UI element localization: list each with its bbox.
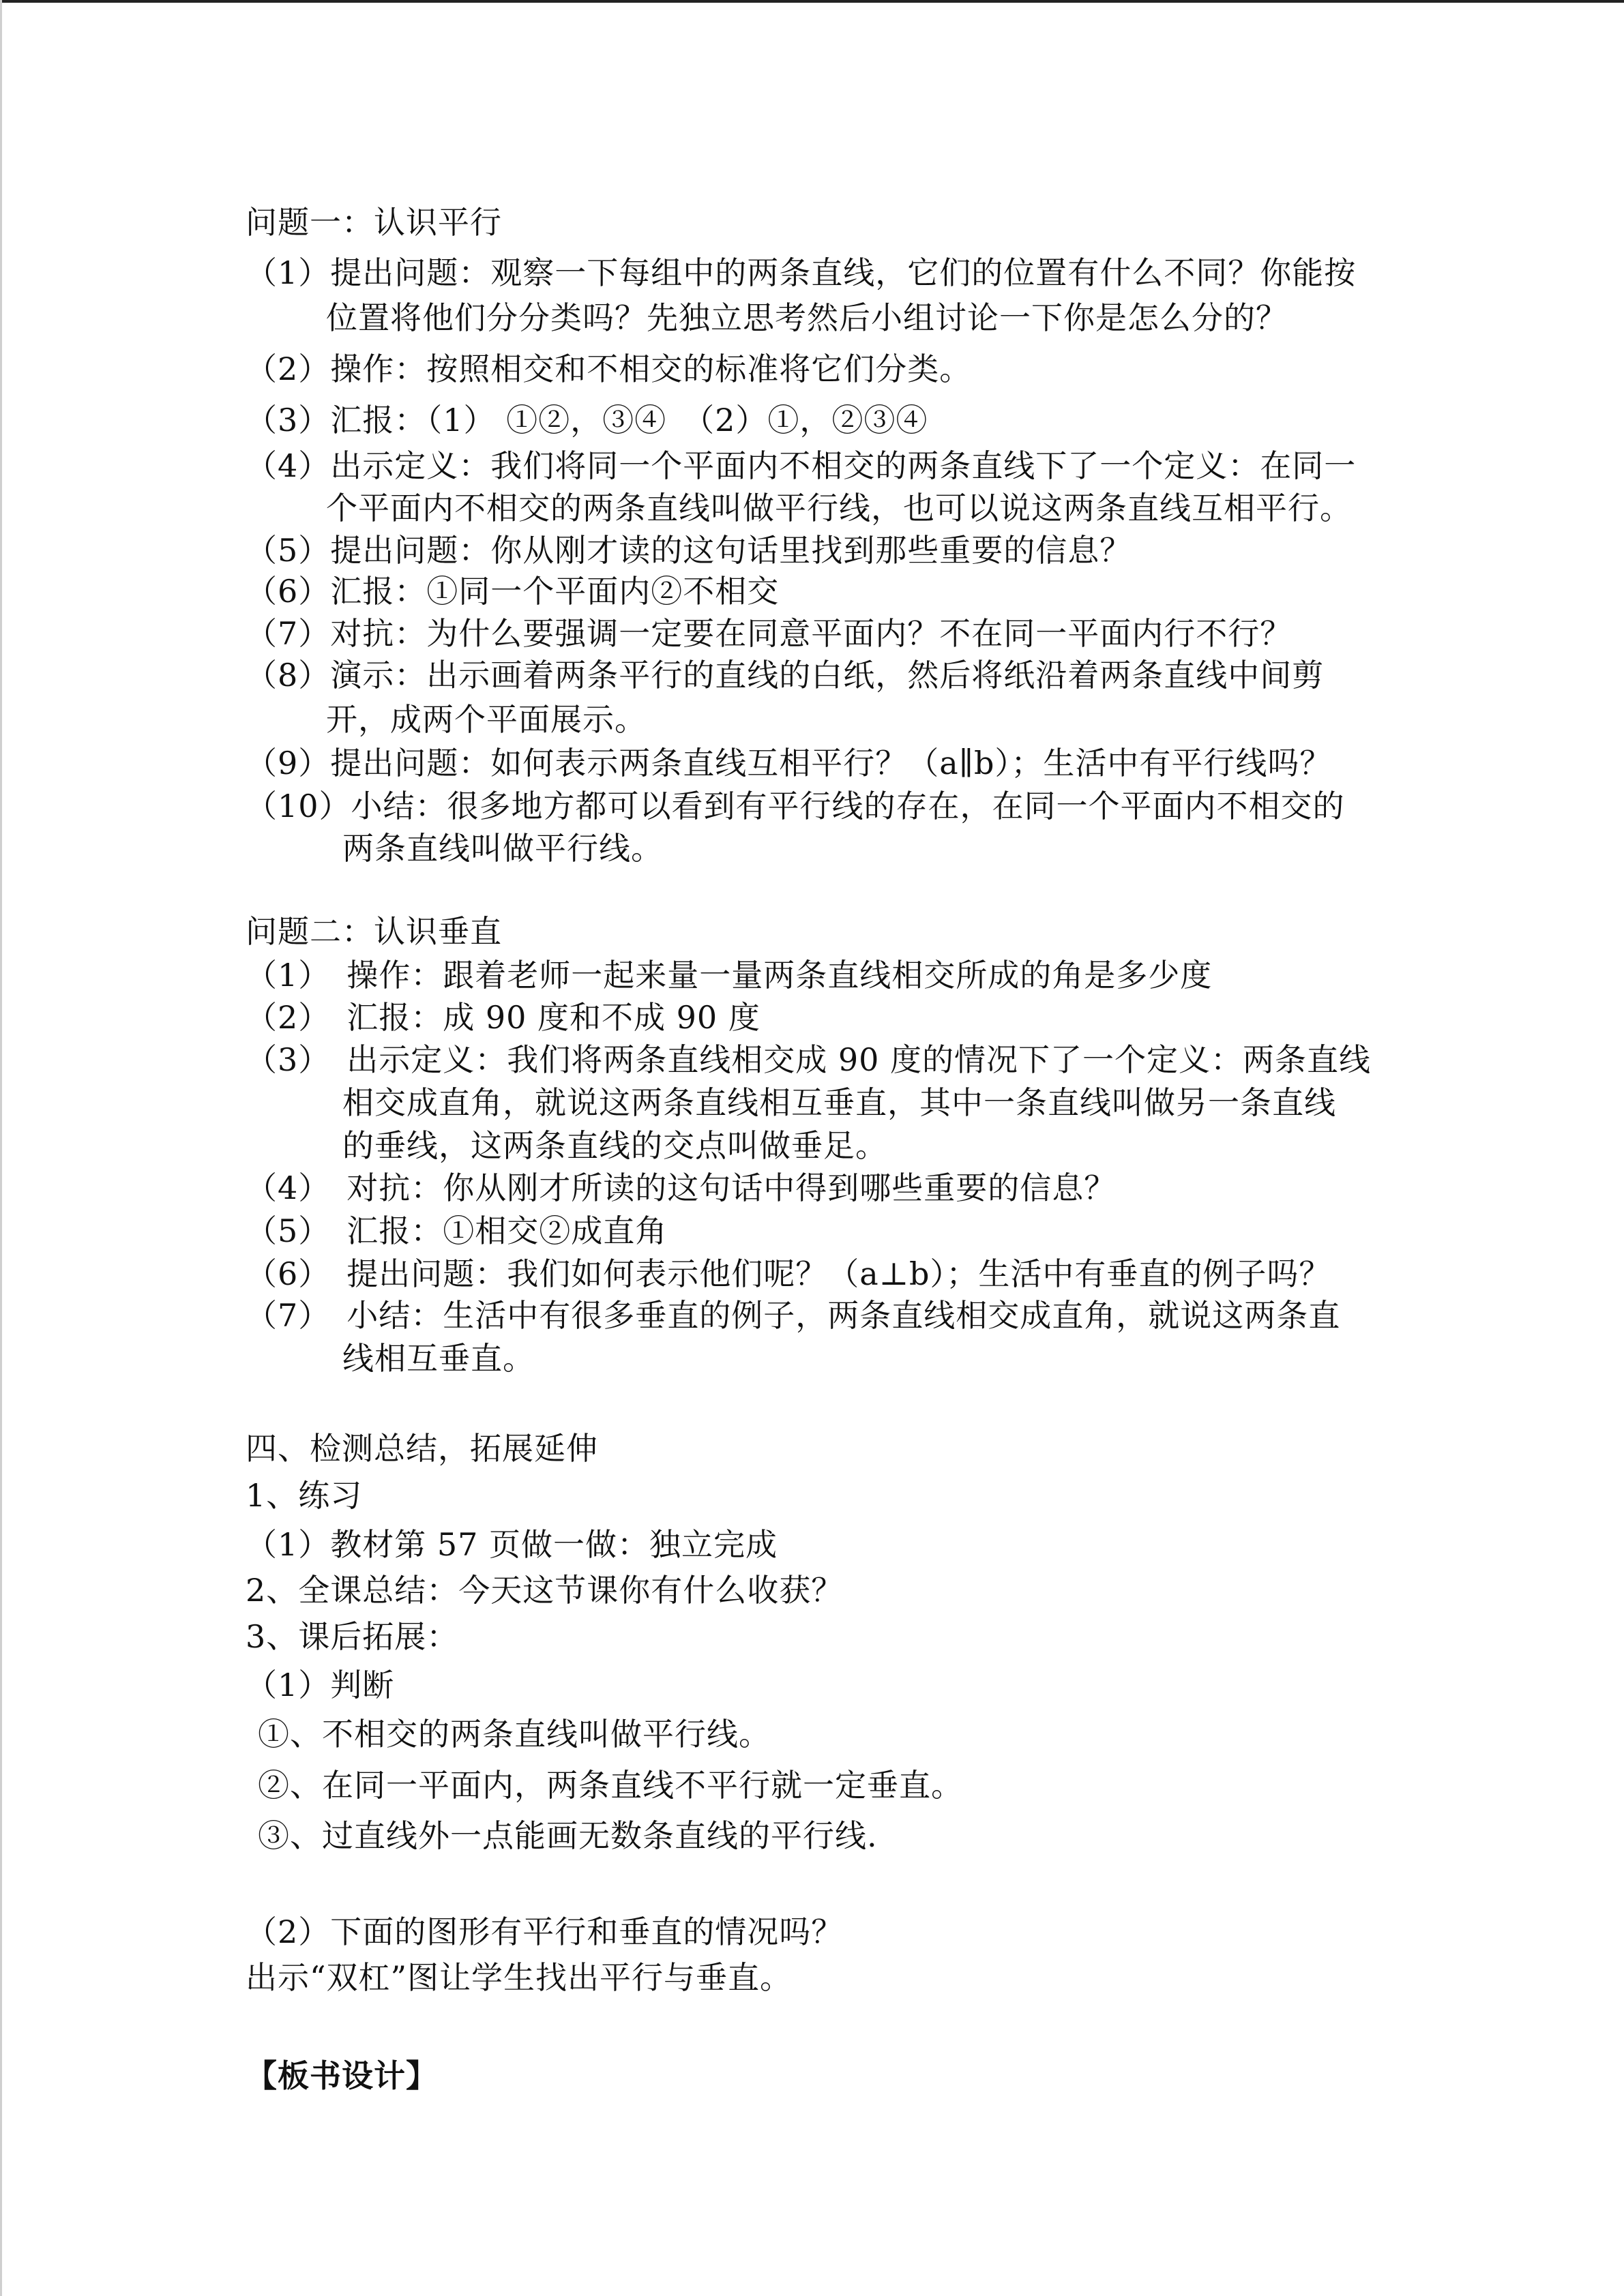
section3-item-1: 1、练习 [246,1477,363,1514]
section2-item-3-cont-1: 相交成直角，就说这两条直线相互垂直，其中一条直线叫做另一条直线 [342,1084,1336,1121]
section2-item-7-cont: 线相互垂直。 [342,1340,535,1377]
section1-item-8: （8）演示：出示画着两条平行的直线的白纸，然后将纸沿着两条直线中间剪 [246,657,1325,694]
section2-item-1: （1） 操作：跟着老师一起来量一量两条直线相交所成的角是多少度 [246,957,1213,994]
section3-item-7: ②、在同一平面内，两条直线不平行就一定垂直。 [258,1767,963,1804]
page-top-border [0,0,1624,3]
section1-item-10-cont: 两条直线叫做平行线。 [342,830,663,867]
section1-item-3: （3）汇报：（1） ①②，③④ （2）①，②③④ [246,402,928,438]
section1-title: 问题一：认识平行 [246,204,502,241]
section1-item-4-cont: 个平面内不相交的两条直线叫做平行线，也可以说这两条直线互相平行。 [326,490,1352,526]
section1-item-10: （10）小结：很多地方都可以看到有平行线的存在，在同一个平面内不相交的 [246,788,1345,824]
section2-title: 问题二：认识垂直 [246,913,502,950]
section2-item-4: （4） 对抗：你从刚才所读的这句话中得到哪些重要的信息？ [246,1169,1117,1206]
section3-title: 四、检测总结，拓展延伸 [246,1430,598,1467]
section2-item-6: （6） 提出问题：我们如何表示他们呢？（a⊥b）；生活中有垂直的例子吗？ [246,1255,1331,1292]
section1-item-8-cont: 开，成两个平面展示。 [326,701,647,738]
section4-item-1: （2）下面的图形有平行和垂直的情况吗？ [246,1913,844,1950]
section3-item-4: 3、课后拓展： [246,1618,459,1655]
section4-item-2: 出示“双杠”图让学生找出平行与垂直。 [246,1959,793,1996]
section2-item-5: （5） 汇报：①相交②成直角 [246,1212,668,1249]
page-left-border [0,0,2,2296]
section1-item-4: （4）出示定义：我们将同一个平面内不相交的两条直线下了一个定义：在同一 [246,447,1357,484]
section2-item-2: （2） 汇报：成 90 度和不成 90 度 [246,999,761,1036]
section2-item-3: （3） 出示定义：我们将两条直线相交成 90 度的情况下了一个定义：两条直线 [246,1041,1372,1078]
section3-item-6: ①、不相交的两条直线叫做平行线。 [258,1716,771,1753]
section1-item-5: （5）提出问题：你从刚才读的这句话里找到那些重要的信息？ [246,532,1132,569]
section3-item-3: 2、全课总结：今天这节课你有什么收获？ [246,1572,844,1609]
section3-item-5: （1）判断 [246,1667,395,1703]
board-design-heading: 【板书设计】 [246,2057,438,2094]
section1-item-2: （2）操作：按照相交和不相交的标准将它们分类。 [246,351,972,387]
section2-item-3-cont-2: 的垂线，这两条直线的交点叫做垂足。 [342,1127,887,1164]
section1-item-1: （1）提出问题：观察一下每组中的两条直线，它们的位置有什么不同？你能按 [246,254,1357,291]
section1-item-6: （6）汇报：①同一个平面内②不相交 [246,573,780,610]
section1-item-7: （7）对抗：为什么要强调一定要在同意平面内？不在同一平面内行不行？ [246,615,1293,652]
section2-item-7: （7） 小结：生活中有很多垂直的例子，两条直线相交成直角，就说这两条直 [246,1297,1341,1334]
section1-item-1-cont: 位置将他们分分类吗？先独立思考然后小组讨论一下你是怎么分的？ [326,299,1288,336]
section1-item-9: （9）提出问题：如何表示两条直线互相平行？（a∥b）；生活中有平行线吗？ [246,745,1332,781]
section3-item-8: ③、过直线外一点能画无数条直线的平行线. [258,1817,878,1854]
section3-item-2: （1）教材第 57 页做一做：独立完成 [246,1526,778,1563]
